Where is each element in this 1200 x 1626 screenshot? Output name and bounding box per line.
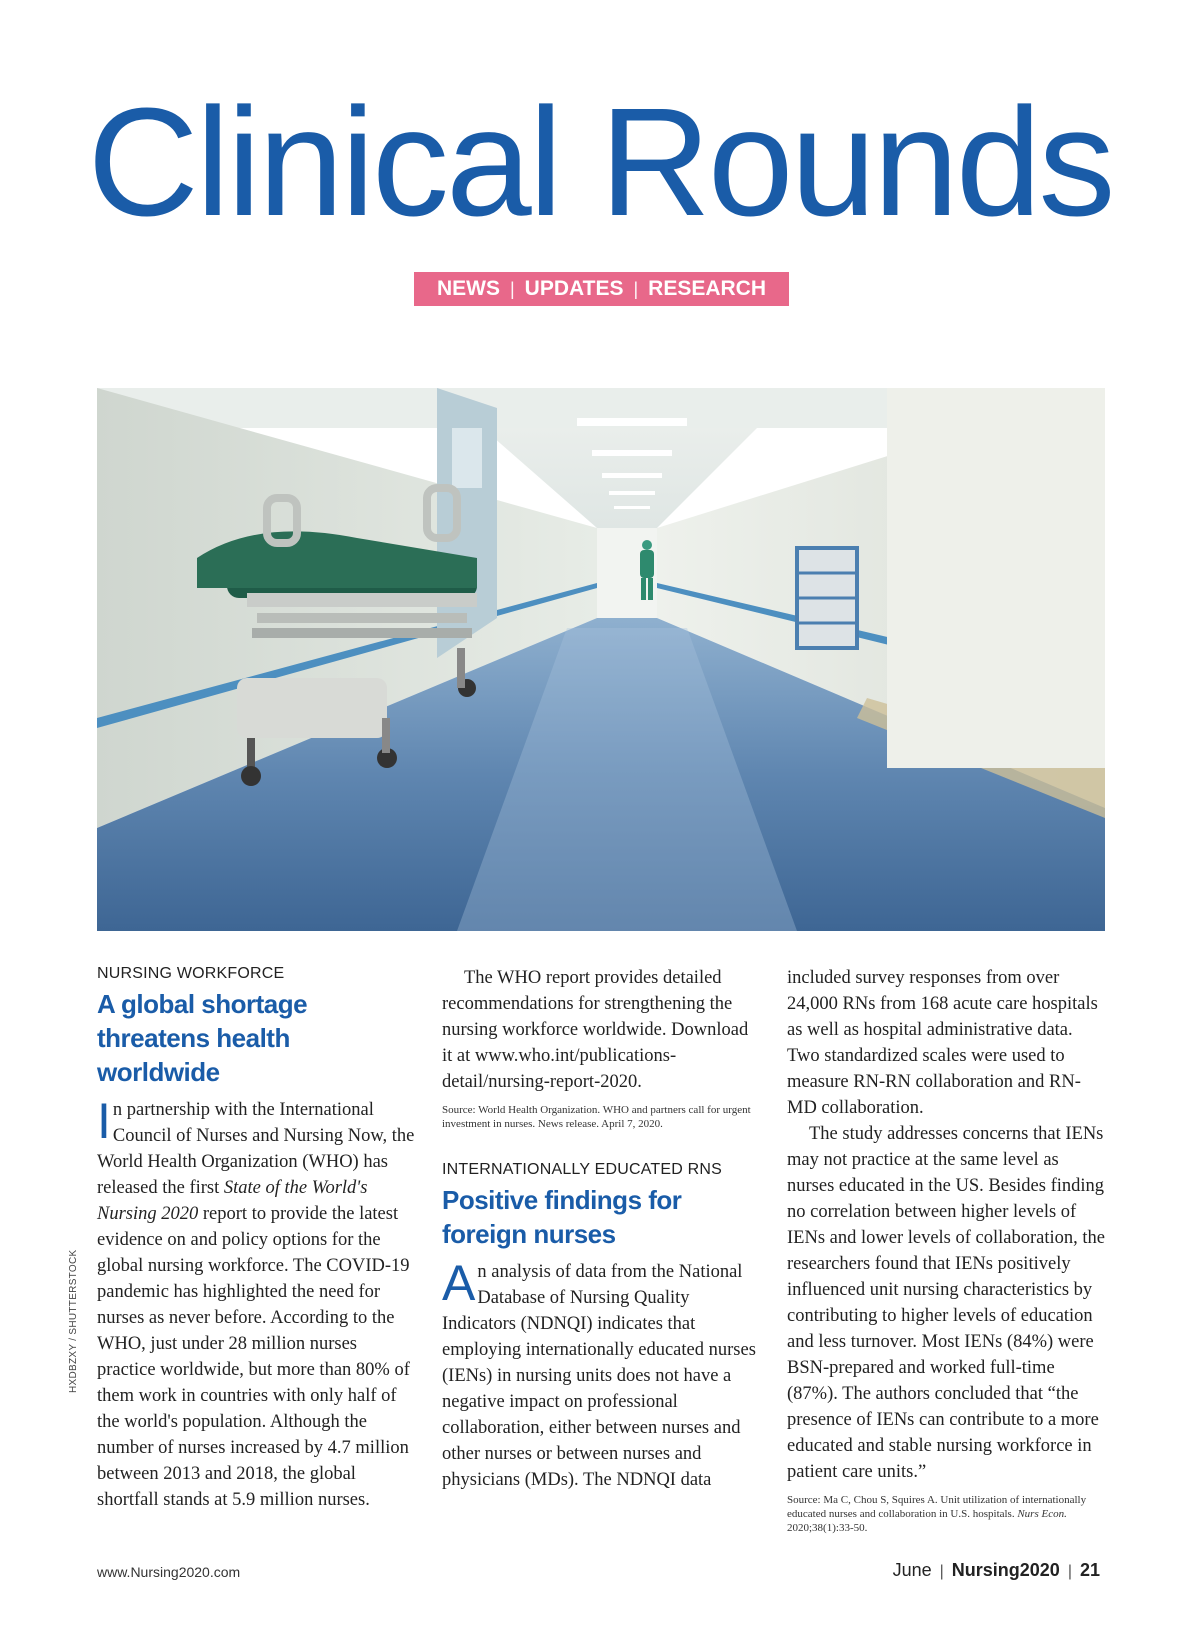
masthead-title: Clinical Rounds bbox=[87, 76, 1113, 248]
article1-headline: A global shortage threatens health worldwide bbox=[97, 989, 308, 1087]
footer-page-number: 21 bbox=[1079, 1560, 1100, 1580]
article2-dropcap: A bbox=[442, 1255, 476, 1311]
footer-separator: | bbox=[939, 1563, 944, 1580]
article1-paragraph-2: The WHO report provides detailed recommendations for strengthening the nursing workforce worldwide. Download it at www.who.int/publications-detail/nursing-report-2020. bbox=[442, 968, 749, 1092]
tag-research: RESEARCH bbox=[648, 277, 767, 300]
photo-credit: HXDBZXY / SHUTTERSTOCK bbox=[68, 1249, 79, 1393]
tag-separator: | bbox=[509, 278, 515, 299]
article2-body-continued bbox=[787, 965, 1107, 1485]
tag-news: NEWS bbox=[436, 277, 500, 300]
tag-updates: UPDATES bbox=[524, 277, 624, 300]
section-gap bbox=[442, 1131, 762, 1161]
article2-kicker: INTERNATIONALLY EDUCATED RNS bbox=[442, 1161, 723, 1178]
article1-body bbox=[97, 1093, 417, 1513]
article-column-1 bbox=[97, 965, 417, 1513]
article1-source: Source: World Health Organization. WHO and partners call for urgent investment in nurses. News release. April 7, 2020. bbox=[442, 1104, 751, 1130]
footer-separator: | bbox=[1067, 1563, 1072, 1580]
section-tag-bar bbox=[414, 272, 789, 306]
article2-paragraph-1-continued: included survey responses from over 24,000 RNs from 168 acute care hospitals as well as hospital administrative data. Two standardized scales were used to measure RN-RN collaboration and RN-MD collaboration. bbox=[787, 968, 1098, 1118]
article2-paragraph-2: The study addresses concerns that IENs may not practice at the same level as nurses educated in the US. Besides finding no correlation between higher levels of IENs and lower levels of collaboration, the researchers found that IENs positively influenced unit nursing characteristics by contributing to higher levels of education and less turnover. Most IENs (84%) were BSN-prepared and worked full-time (87%). The authors concluded that “the presence of IENs can contribute to a more educated and stable nursing workforce in patient care units.” bbox=[787, 1124, 1105, 1482]
footer-url: www.Nursing2020.com bbox=[97, 1564, 241, 1580]
article2-body bbox=[442, 1255, 762, 1493]
article1-dropcap: I bbox=[97, 1093, 111, 1149]
article1-kicker: NURSING WORKFORCE bbox=[97, 965, 285, 982]
footer-magazine: Nursing2020 bbox=[951, 1560, 1060, 1580]
article1-body-continued bbox=[442, 965, 762, 1095]
footer-month: June bbox=[892, 1560, 932, 1580]
tag-separator: | bbox=[633, 278, 639, 299]
article-column-2 bbox=[442, 965, 762, 1493]
article2-headline: Positive findings for foreign nurses bbox=[442, 1185, 682, 1249]
hospital-corridor-photo bbox=[97, 388, 1105, 931]
article-column-3 bbox=[787, 965, 1107, 1535]
article2-paragraph-1: An analysis of data from the National Database of Nursing Quality Indicators (NDNQI) indicates that employing internationally educated nurses (IENs) in nursing units does not have a negative impact on professional collaboration, either between nurses and other nurses or between nurses and physicians (MDs). The NDNQI data bbox=[442, 1255, 756, 1490]
article2-source: Source: Ma C, Chou S, Squires A. Unit utilization of internationally educated nurses and collaboration in U.S. hospitals. Nurs Econ. 2020;38(1):33-50. bbox=[787, 1494, 1087, 1534]
article1-paragraph-1: In partnership with the International Council of Nurses and Nursing Now, the World Health Organization (WHO) has released the first State of the World's Nursing 2020 report to provide the latest evidence on and policy options for the global nursing workforce. The COVID-19 pandemic has highlighted the need for nurses as never before. According to the WHO, just under 28 million nurses practice worldwide, but more than 80% of them work in countries with only half of the world's population. Although the number of nurses increased by 4.7 million between 2013 and 2018, the global shortfall stands at 5.9 million nurses. bbox=[97, 1093, 415, 1510]
footer-folio bbox=[893, 1560, 1100, 1581]
